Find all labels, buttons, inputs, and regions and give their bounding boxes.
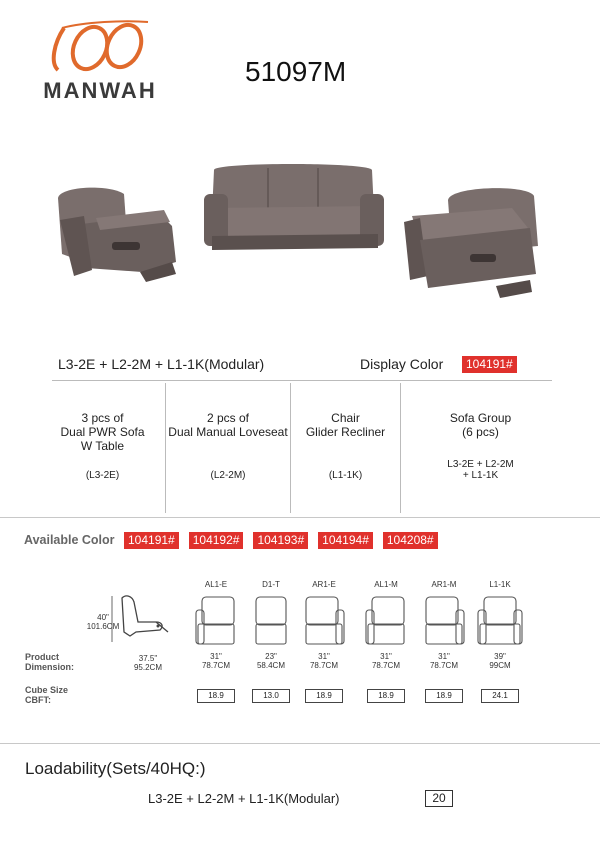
loadability-value: 20 [425, 790, 453, 807]
dim-inch: 23" [265, 652, 277, 661]
dim-cm: 78.7CM [371, 661, 400, 670]
piece-width [418, 652, 470, 670]
dim-cm: 95.2CM [133, 663, 162, 672]
row-label-line: CBFT: [25, 695, 51, 705]
dim-cm: 78.7CM [429, 661, 458, 670]
side-depth [126, 654, 170, 672]
piece-front-icon [365, 594, 407, 648]
cube-size-value: 18.9 [197, 689, 235, 703]
config-line: Sofa Group [449, 411, 512, 425]
cube-size-value: 18.9 [305, 689, 343, 703]
color-code-list [124, 532, 448, 549]
cube-size-value: 24.1 [481, 689, 519, 703]
piece-front-icon [423, 594, 465, 648]
piece-code: AR1-M [431, 580, 457, 589]
dim-inch: 31" [318, 652, 330, 661]
brand-logo [30, 18, 170, 102]
config-cell [165, 383, 290, 513]
config-code: L3-2E + L2-2M + L1-1K [447, 459, 514, 481]
logo-mark-icon [44, 18, 156, 80]
piece-code: AL1-E [204, 580, 228, 589]
dim-cm: 58.4CM [256, 661, 285, 670]
dim-cm: 78.7CM [309, 661, 338, 670]
config-line: 2 pcs of [206, 411, 250, 425]
product-photo [0, 150, 600, 310]
set-combination: L3-2E + L2-2M + L1-1K(Modular) [58, 356, 265, 372]
loadability-combination: L3-2E + L2-2M + L1-1K(Modular) [148, 791, 340, 806]
color-code: 104191# [124, 532, 179, 549]
dim-cm: 101.6CM [86, 622, 120, 631]
dim-inch: 39" [494, 652, 506, 661]
loveseat-image [404, 188, 538, 298]
config-line: 3 pcs of [81, 411, 124, 425]
divider [0, 517, 600, 518]
configuration-table [40, 383, 560, 513]
row-label-cube [25, 685, 68, 705]
piece-code: D1-T [262, 580, 280, 589]
piece-width [190, 652, 242, 670]
color-code: 104193# [253, 532, 308, 549]
row-label-product [25, 652, 74, 672]
piece-front-icon [303, 594, 345, 648]
recliner-chair-image [58, 188, 176, 282]
row-label-line: Product [25, 652, 60, 662]
cube-size-value: 18.9 [367, 689, 405, 703]
piece-width [298, 652, 350, 670]
divider [0, 743, 600, 744]
loadability-title: Loadability(Sets/40HQ:) [25, 759, 206, 778]
dim-cm: 78.7CM [201, 661, 230, 670]
piece-width [474, 652, 526, 670]
available-color-label: Available Color [24, 533, 115, 547]
dim-inch: 31" [210, 652, 222, 661]
row-label-line: Cube Size [25, 685, 69, 695]
config-cell [290, 383, 400, 513]
cube-size-value: 13.0 [252, 689, 290, 703]
color-code: 104208# [383, 532, 438, 549]
config-cell [40, 383, 165, 513]
display-color-label: Display Color [360, 356, 444, 372]
dim-inch: 31" [380, 652, 392, 661]
piece-code: AL1-M [374, 580, 398, 589]
dim-inch: 40" [97, 613, 109, 622]
row-label-line: Dimension: [25, 662, 75, 672]
piece-front-icon [477, 594, 523, 648]
config-code: (L3-2E) [85, 470, 120, 481]
piece-code: L1-1K [489, 580, 511, 589]
config-line: Dual Manual Loveseat [168, 425, 288, 439]
sofa-image [204, 164, 384, 250]
display-color-code: 104191# [462, 356, 517, 373]
color-code: 104192# [189, 532, 244, 549]
divider [52, 380, 552, 381]
piece-front-icon [195, 594, 237, 648]
config-line: Chair [331, 411, 360, 425]
dim-cm: 99CM [489, 661, 511, 670]
config-line: Dual PWR Sofa [60, 425, 145, 439]
config-code: (L1-1K) [328, 470, 363, 481]
model-number: 51097M [245, 56, 347, 87]
piece-width [245, 652, 297, 670]
piece-width [360, 652, 412, 670]
dim-inch: 31" [438, 652, 450, 661]
cube-size-value: 18.9 [425, 689, 463, 703]
piece-code: AR1-E [312, 580, 336, 589]
config-code: (L2-2M) [210, 470, 246, 481]
color-code: 104194# [318, 532, 373, 549]
side-view-icon [110, 592, 174, 650]
config-line: (6 pcs) [462, 425, 499, 439]
piece-front-icon [253, 594, 289, 648]
brand-name: MANWAH [43, 78, 157, 103]
config-cell [400, 383, 560, 513]
config-line: W Table [80, 439, 125, 453]
config-line: Glider Recliner [305, 425, 386, 439]
dim-inch: 37.5" [138, 654, 158, 663]
